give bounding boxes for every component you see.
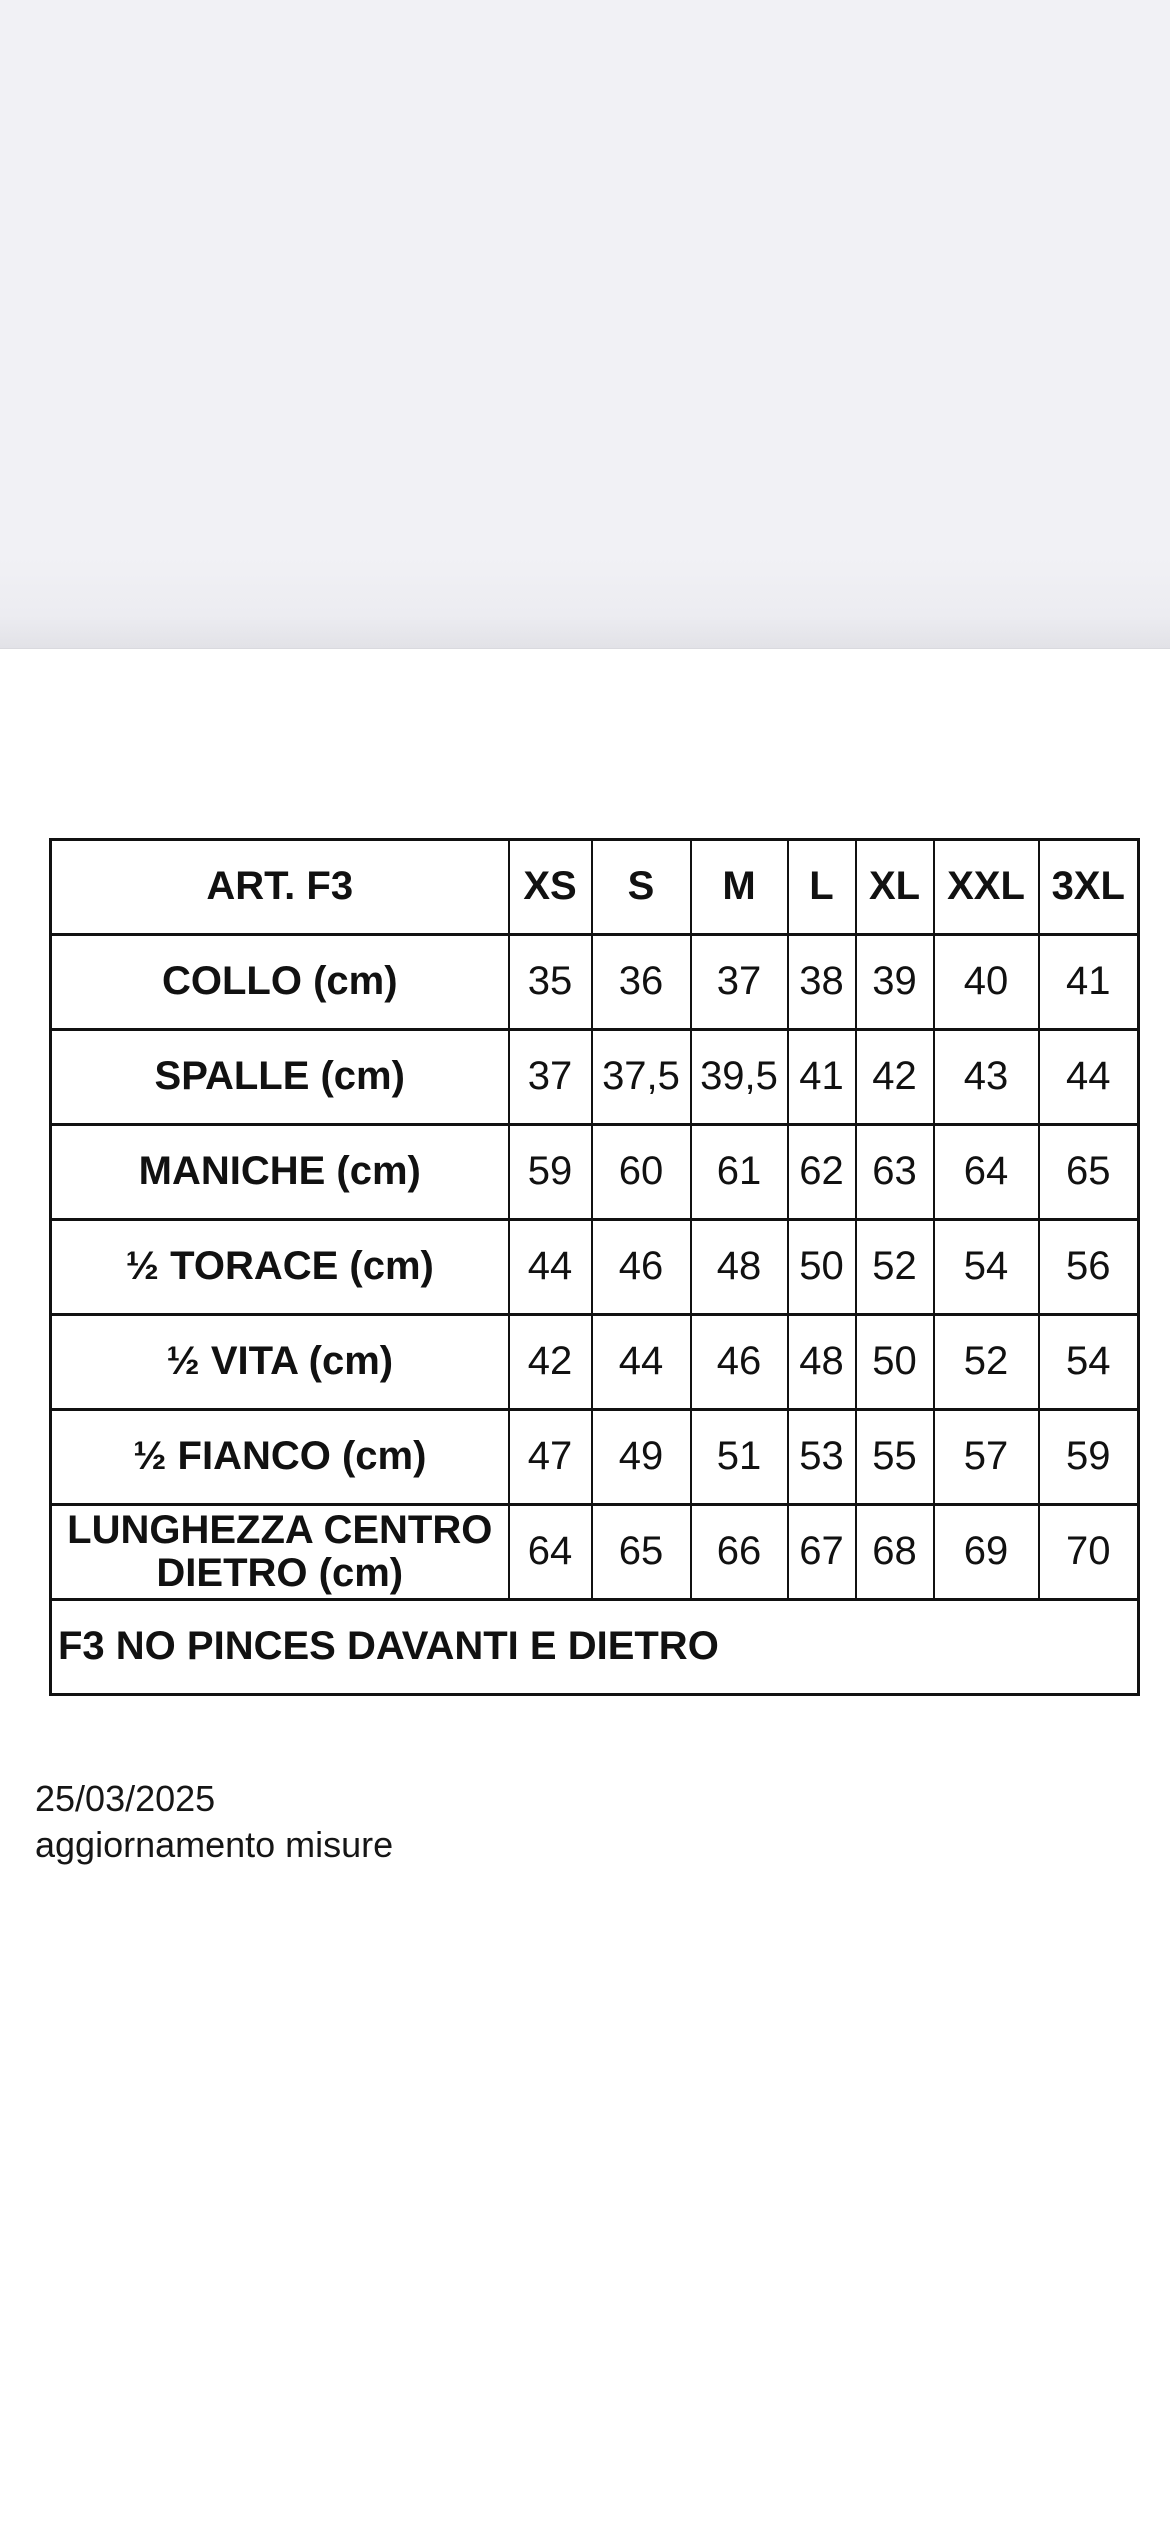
measure-value: 69: [934, 1505, 1039, 1600]
measure-value: 38: [788, 935, 856, 1030]
measure-value: 63: [856, 1125, 934, 1220]
measure-label: LUNGHEZZA CENTRO DIETRO (cm): [51, 1505, 509, 1600]
measure-label: ½ VITA (cm): [51, 1315, 509, 1410]
measure-value: 36: [592, 935, 691, 1030]
table-header-row: [51, 840, 1139, 935]
measure-value: 60: [592, 1125, 691, 1220]
document-footer: [35, 1776, 393, 1868]
measure-value: 52: [856, 1220, 934, 1315]
measure-row: [51, 1410, 1139, 1505]
size-header-xl: XL: [856, 840, 934, 935]
update-note-text: aggiornamento misure: [35, 1824, 394, 1865]
measure-label: ½ TORACE (cm): [51, 1220, 509, 1315]
measure-value: 53: [788, 1410, 856, 1505]
measure-value: 62: [788, 1125, 856, 1220]
measure-value: 65: [592, 1505, 691, 1600]
size-header-m: M: [691, 840, 788, 935]
measure-value: 48: [691, 1220, 788, 1315]
size-header-3xl: 3XL: [1039, 840, 1139, 935]
measure-value: 46: [691, 1315, 788, 1410]
size-header-xs: XS: [509, 840, 592, 935]
measure-row: [51, 1030, 1139, 1125]
size-header-xxl: XXL: [934, 840, 1039, 935]
measure-label: COLLO (cm): [51, 935, 509, 1030]
measure-value: 61: [691, 1125, 788, 1220]
measure-value: 48: [788, 1315, 856, 1410]
measure-value: 42: [509, 1315, 592, 1410]
measure-value: 44: [1039, 1030, 1139, 1125]
measure-value: 37: [691, 935, 788, 1030]
table-note-row: [51, 1600, 1139, 1695]
measure-label: SPALLE (cm): [51, 1030, 509, 1125]
measure-value: 59: [1039, 1410, 1139, 1505]
table-note-section: [51, 1600, 1139, 1695]
measure-value: 51: [691, 1410, 788, 1505]
measure-value: 40: [934, 935, 1039, 1030]
note-text-cell: F3 NO PINCES DAVANTI E DIETRO: [51, 1600, 1139, 1695]
size-header-s: S: [592, 840, 691, 935]
measure-value: 50: [788, 1220, 856, 1315]
measure-value: 49: [592, 1410, 691, 1505]
measure-value: 41: [1039, 935, 1139, 1030]
measure-value: 54: [1039, 1315, 1139, 1410]
measure-value: 65: [1039, 1125, 1139, 1220]
measure-value: 70: [1039, 1505, 1139, 1600]
measure-value: 41: [788, 1030, 856, 1125]
measure-value: 37: [509, 1030, 592, 1125]
measure-row: [51, 935, 1139, 1030]
measure-value: 42: [856, 1030, 934, 1125]
measure-value: 57: [934, 1410, 1039, 1505]
measure-row: [51, 1125, 1139, 1220]
measure-row: [51, 1315, 1139, 1410]
table-body: [51, 935, 1139, 1600]
measure-value: 43: [934, 1030, 1039, 1125]
measure-value: 55: [856, 1410, 934, 1505]
size-chart-table: [49, 838, 1140, 1696]
measure-value: 44: [592, 1315, 691, 1410]
measure-value: 54: [934, 1220, 1039, 1315]
measure-value: 39,5: [691, 1030, 788, 1125]
measure-row: [51, 1505, 1139, 1600]
measure-label: ½ FIANCO (cm): [51, 1410, 509, 1505]
measure-value: 56: [1039, 1220, 1139, 1315]
measure-value: 67: [788, 1505, 856, 1600]
measure-value: 68: [856, 1505, 934, 1600]
measure-row: [51, 1220, 1139, 1315]
measure-value: 47: [509, 1410, 592, 1505]
table-title-cell: ART. F3: [51, 840, 509, 935]
viewer-top-gray-area: [0, 0, 1170, 649]
measure-value: 39: [856, 935, 934, 1030]
document-page: [0, 650, 1170, 2532]
measure-value: 59: [509, 1125, 592, 1220]
measure-value: 66: [691, 1505, 788, 1600]
measure-value: 64: [934, 1125, 1039, 1220]
measure-value: 50: [856, 1315, 934, 1410]
measure-label: MANICHE (cm): [51, 1125, 509, 1220]
measure-value: 37,5: [592, 1030, 691, 1125]
size-header-l: L: [788, 840, 856, 935]
measure-value: 44: [509, 1220, 592, 1315]
date-text: 25/03/2025: [35, 1778, 216, 1819]
measure-value: 35: [509, 935, 592, 1030]
measure-value: 46: [592, 1220, 691, 1315]
measure-value: 64: [509, 1505, 592, 1600]
measure-value: 52: [934, 1315, 1039, 1410]
